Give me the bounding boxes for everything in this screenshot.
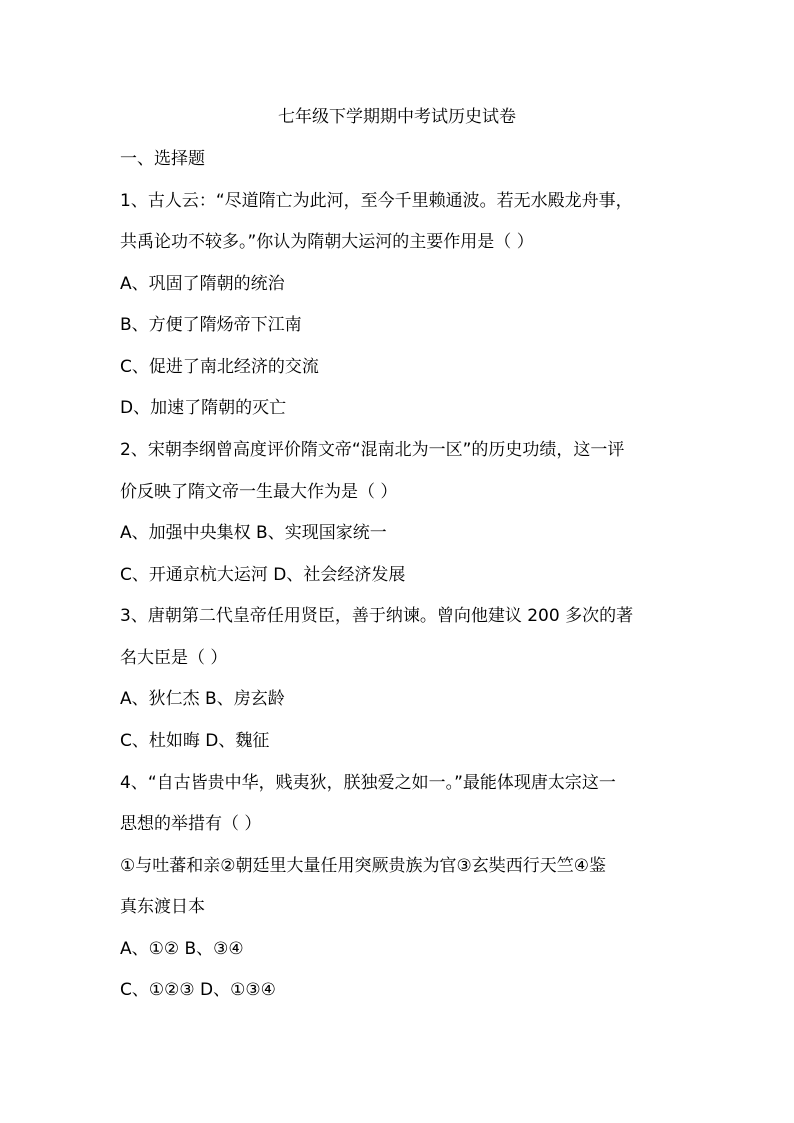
section-heading: 一、选择题: [120, 149, 205, 169]
question-4-statements-line-2: 真东渡日本: [120, 897, 205, 917]
question-3-line-1: 3、唐朝第二代皇帝任用贤臣，善于纳谏。曾向他建议 200 多次的著: [120, 606, 634, 626]
question-1-line-2: 共禹论功不较多。”你认为隋朝大运河的主要作用是（ ）: [120, 232, 534, 252]
question-4-line-1: 4、“自古皆贵中华，贱夷狄，朕独爱之如一。”最能体现唐太宗这一: [120, 773, 616, 793]
question-4-options-ab: A、①② B、③④: [120, 939, 244, 959]
question-4-statements-line-1: ①与吐蕃和亲②朝廷里大量任用突厥贵族为官③玄奘西行天竺④鉴: [120, 856, 606, 876]
question-1-option-b: B、方便了隋炀帝下江南: [120, 315, 302, 335]
question-4-line-2: 思想的举措有（ ）: [120, 814, 262, 834]
question-3-line-2: 名大臣是（ ）: [120, 648, 228, 668]
question-1-option-a: A、巩固了隋朝的统治: [120, 274, 285, 294]
question-4-options-cd: C、①②③ D、①③④: [120, 980, 276, 1000]
question-2-options-ab: A、加强中央集权 B、实现国家统一: [120, 523, 387, 543]
question-2-line-2: 价反映了隋文帝一生最大作为是（ ）: [120, 482, 398, 502]
question-3-options-cd: C、杜如晦 D、魏征: [120, 731, 270, 751]
question-2-line-1: 2、宋朝李纲曾高度评价隋文帝“混南北为一区”的历史功绩，这一评: [120, 440, 625, 460]
page-title: 七年级下学期期中考试历史试卷: [278, 107, 516, 127]
question-3-options-ab: A、狄仁杰 B、房玄龄: [120, 689, 285, 709]
question-2-options-cd: C、开通京杭大运河 D、社会经济发展: [120, 565, 406, 585]
question-1-option-c: C、促进了南北经济的交流: [120, 357, 319, 377]
question-1-line-1: 1、古人云：“尽道隋亡为此河，至今千里赖通波。若无水殿龙舟事，: [120, 191, 633, 211]
question-1-option-d: D、加速了隋朝的灭亡: [120, 398, 287, 418]
